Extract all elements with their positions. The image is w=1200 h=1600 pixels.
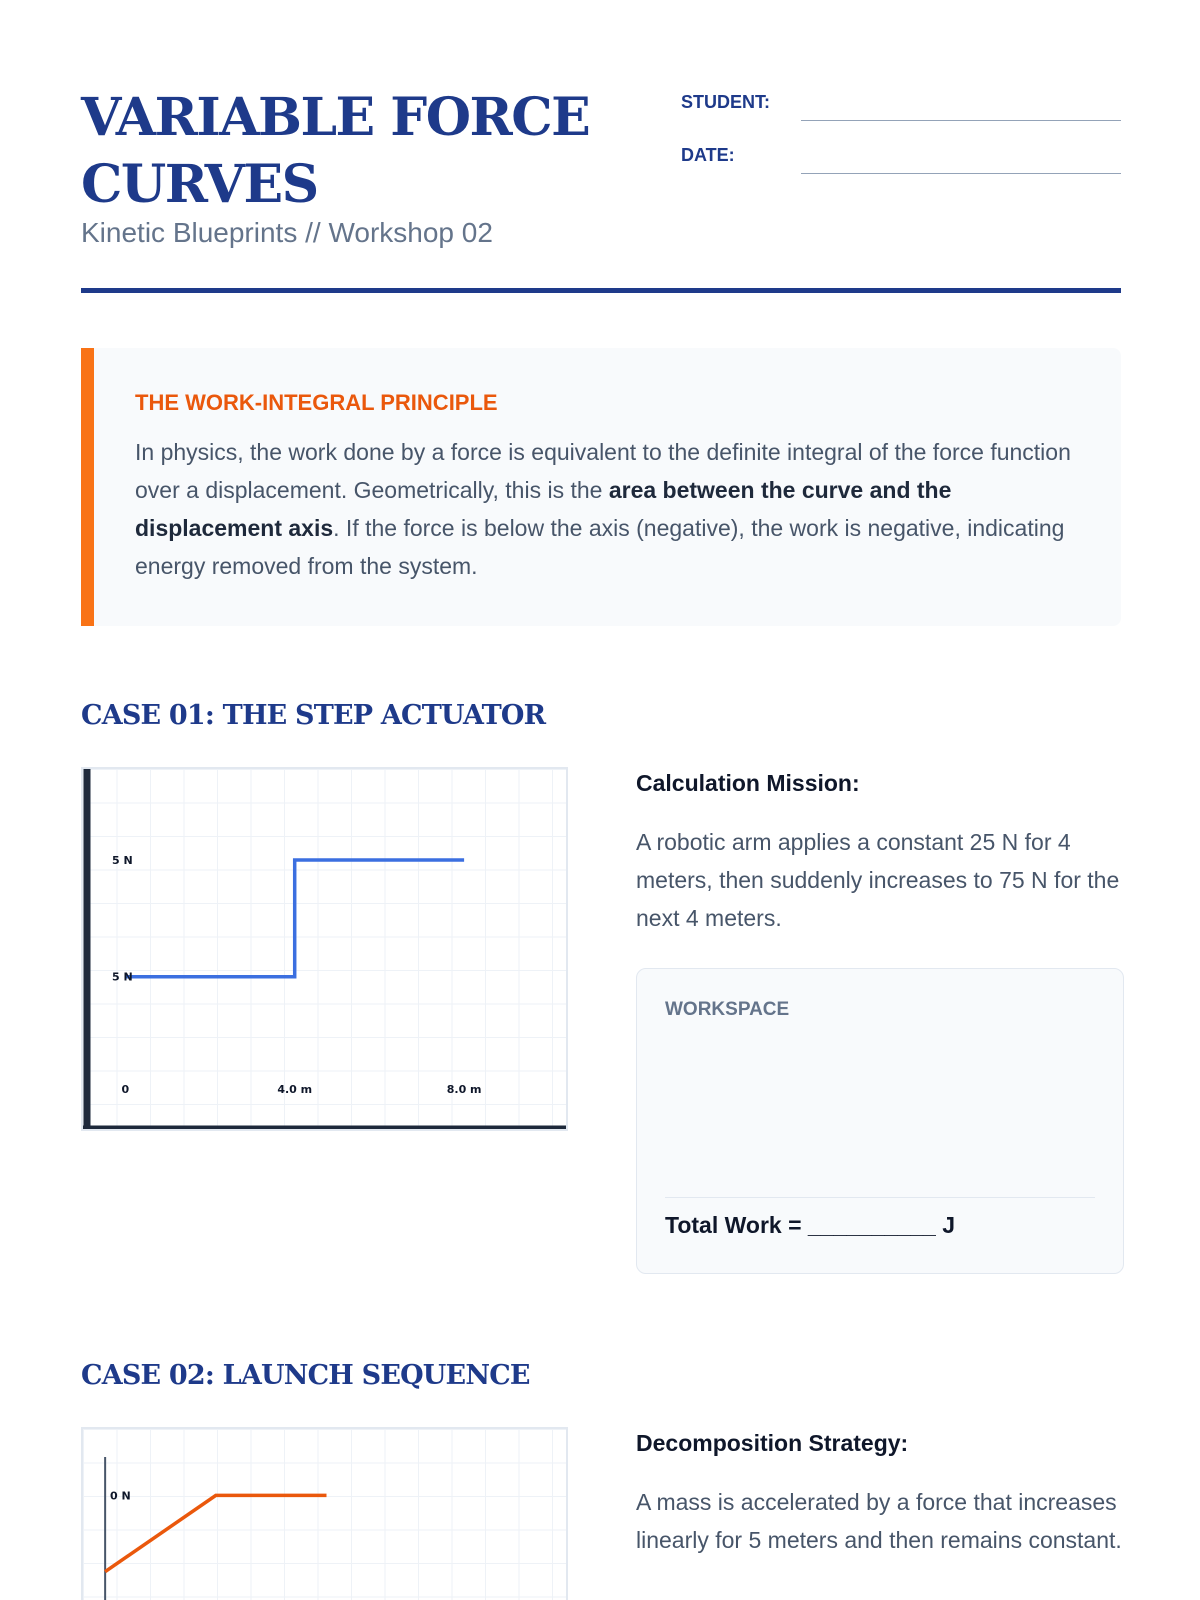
principle-text — [135, 433, 1080, 585]
force-curve — [105, 1495, 326, 1571]
x-tick-label: 4.0 m — [277, 1083, 313, 1096]
case2-text: A mass is accelerated by a force that increases linearly for 5 meters and then remains constant. — [636, 1489, 1122, 1553]
principle-title: THE WORK-INTEGRAL PRINCIPLE — [135, 390, 498, 415]
worksheet-header — [81, 84, 1121, 294]
principle-text-intro: In physics, the work done by a force is equivalent to the definite integral of the force function over a displacement. Geometrically, this is the — [135, 439, 1071, 503]
page-title: VARIABLE FORCE CURVES — [81, 87, 590, 215]
date-label: DATE: — [681, 145, 735, 165]
case1-text: A robotic arm applies a constant 25 N for 4 meters, then suddenly increases to 75 N for the next 4 meters. — [636, 829, 1120, 931]
case1-task — [636, 770, 1124, 937]
case1-heading: Calculation Mission: — [636, 770, 860, 796]
y-tick-label: 0 N — [110, 1489, 131, 1503]
page-subtitle: Kinetic Blueprints // Workshop 02 — [81, 217, 493, 248]
case2-heading: Decomposition Strategy: — [636, 1430, 909, 1456]
case2-chart — [81, 1427, 568, 1600]
case1-workspace[interactable] — [636, 968, 1124, 1274]
total-work-answer[interactable]: Total Work = __________ J — [665, 1212, 956, 1238]
case1-chart-svg — [83, 769, 568, 1131]
student-row — [681, 88, 1121, 141]
y-tick-label: 5 N — [112, 854, 133, 867]
student-label: STUDENT: — [681, 92, 770, 112]
principle-text-conclusion: . If the force is below the axis (negative), the work is negative, indicating energy removed from the system. — [135, 515, 1065, 579]
case2-task — [636, 1430, 1124, 1559]
principle-text-emphasis: area between the curve and the displacement axis — [135, 477, 952, 541]
y-tick-label: 5 N — [112, 970, 133, 984]
case2-title: CASE 02: LAUNCH SEQUENCE — [81, 1360, 530, 1391]
header-divider — [81, 288, 1121, 293]
workspace-label: WORKSPACE — [665, 999, 790, 1020]
x-tick-label: 0 — [121, 1083, 130, 1096]
x-tick-label: 8.0 m — [446, 1083, 482, 1096]
case1-title: CASE 01: THE STEP ACTUATOR — [81, 700, 546, 731]
student-info — [681, 88, 1121, 194]
case2-chart-svg — [83, 1429, 568, 1600]
date-row — [681, 141, 1121, 194]
principle-callout — [81, 348, 1121, 626]
force-curve — [125, 860, 464, 977]
date-field[interactable] — [801, 173, 1121, 174]
workspace-divider — [665, 1197, 1095, 1198]
student-name-field[interactable] — [801, 120, 1121, 121]
case1-chart — [81, 767, 568, 1131]
